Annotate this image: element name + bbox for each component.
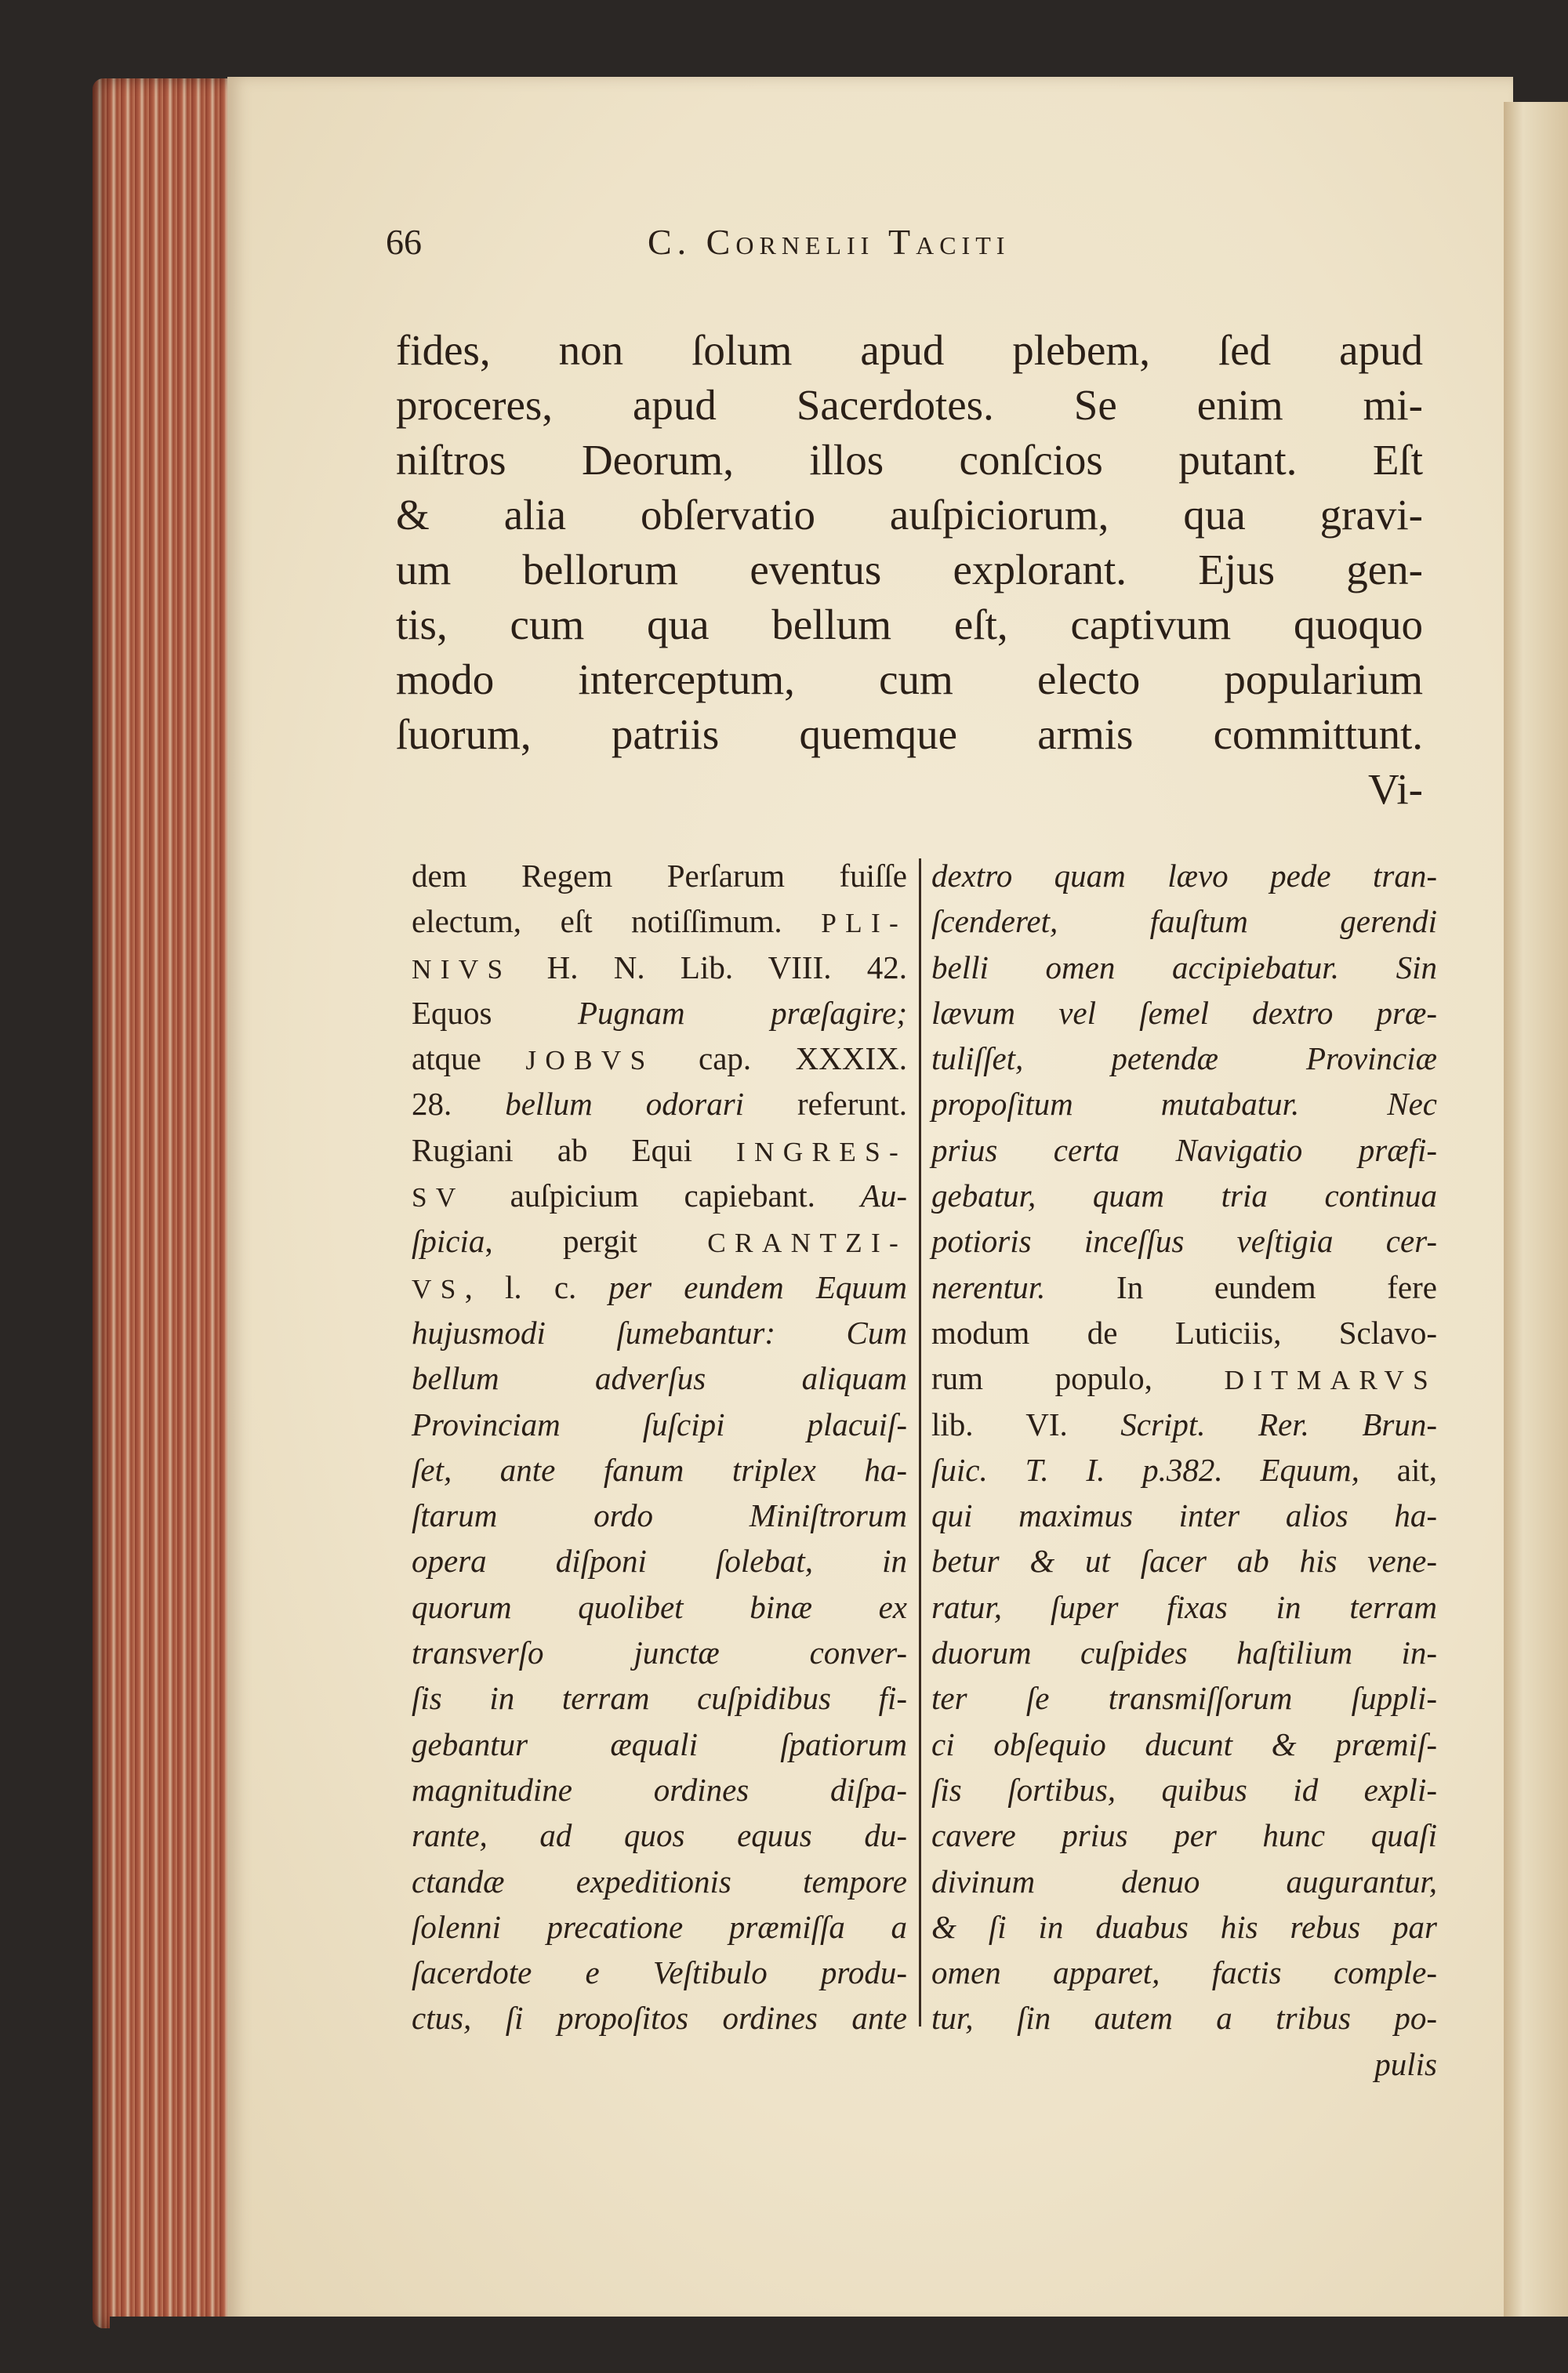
footnote-line — [931, 1538, 1437, 1584]
facing-page-edge — [1504, 102, 1568, 2328]
roman-text: rum populo, — [931, 1360, 1225, 1397]
text-line: Vi- — [1367, 765, 1423, 813]
italic-text: Script. Rer. Brun- — [1120, 1406, 1437, 1442]
footnote-line — [931, 1767, 1437, 1812]
roman-text: , pergit — [485, 1223, 708, 1260]
footnote-line — [412, 898, 907, 944]
footnote-line — [412, 1904, 907, 1950]
footnote-line — [931, 1127, 1437, 1173]
footnote-line — [412, 1493, 907, 1538]
background — [110, 2317, 1568, 2373]
italic-text: gebatur, quam tria continua — [931, 1177, 1437, 1214]
footnote-line — [931, 1402, 1437, 1447]
italic-text: Au- — [860, 1177, 907, 1214]
column-divider — [919, 858, 921, 2026]
italic-text: Provinciam ſuſcipi placuiſ- — [412, 1406, 907, 1442]
roman-text: dem Regem Perſarum fuiſſe — [412, 858, 907, 894]
footnote-line — [931, 1950, 1437, 1995]
small-caps-name: INGRES- — [735, 1136, 907, 1167]
italic-text: rante, ad quos equus du- — [412, 1817, 907, 1854]
footnote-line — [412, 1722, 907, 1767]
italic-text: tur, ſin autem a tribus po- — [931, 2000, 1437, 2037]
roman-text: Rugiani ab Equi — [412, 1131, 736, 1168]
roman-text: In eundem fere — [1045, 1268, 1437, 1305]
italic-text: bellum odorari — [505, 1086, 745, 1123]
page-edges — [93, 78, 234, 2328]
footnote-line — [412, 1081, 907, 1127]
italic-text: & ſi in duabus his rebus par — [931, 1908, 1437, 1945]
italic-text: lævum vel ſemel dextro præ- — [931, 994, 1437, 1031]
italic-text: magnitudine ordines diſpa- — [412, 1771, 907, 1808]
small-caps-name: NIVS — [412, 953, 512, 985]
text-line: fides, non ſolum apud plebem, ſed apud — [396, 326, 1423, 374]
footnote-line — [412, 1995, 907, 2041]
footnote-line — [931, 1036, 1437, 1081]
small-caps-name: CRANTZI- — [707, 1228, 907, 1259]
footnote-line — [931, 2041, 1437, 2087]
small-caps-name: SV — [412, 1182, 465, 1214]
italic-text: hujusmodi ſumebantur: Cum — [412, 1314, 907, 1351]
small-caps-name: JOBVS — [525, 1045, 655, 1076]
footnote-line — [412, 1310, 907, 1355]
italic-text: ratur, ſuper fixas in terram — [931, 1588, 1437, 1625]
italic-text: qui maximus inter alios ha- — [931, 1497, 1437, 1534]
footnote-line — [931, 1173, 1437, 1218]
footnote-line — [412, 853, 907, 898]
footnote-line — [931, 1630, 1437, 1675]
footnote-line — [931, 945, 1437, 990]
footnote-line — [931, 1995, 1437, 2041]
footnote-line — [931, 1493, 1437, 1538]
italic-text: prius certa Navigatio præfi- — [931, 1131, 1437, 1168]
italic-text: cavere prius per hunc quaſi — [931, 1817, 1437, 1854]
italic-text: divinum denuo augurantur, — [931, 1863, 1437, 1899]
roman-text: , l. c. — [464, 1268, 609, 1305]
italic-text: pulis — [1374, 2045, 1437, 2082]
italic-text: ci obſequio ducunt & præmiſ- — [931, 1725, 1437, 1762]
text-line: niſtros Deorum, illos conſcios putant. Eſt — [396, 436, 1423, 484]
italic-text: ſcenderet, fauſtum gerendi — [931, 903, 1437, 940]
text-line: proceres, apud Sacerdotes. Se enim mi- — [396, 381, 1423, 429]
footnote-line — [412, 1950, 907, 1995]
italic-text: ſuic. T. I. p.382. Equum, — [931, 1451, 1359, 1488]
footnote-line — [412, 1538, 907, 1584]
italic-text: betur & ut ſacer ab his vene- — [931, 1543, 1437, 1580]
footnote-line — [931, 1812, 1437, 1858]
footnote-line — [931, 1355, 1437, 1401]
roman-text: auſpicium capiebant. — [464, 1177, 861, 1214]
main-text — [396, 323, 1423, 817]
footnote-line — [412, 1584, 907, 1630]
footnote-line — [412, 1036, 907, 1081]
footnote-line — [412, 1812, 907, 1858]
roman-text: referunt. — [744, 1086, 907, 1123]
text-line: modo interceptum, cum electo popularium — [396, 655, 1423, 703]
text-line: um bellorum eventus explorant. Ejus gen- — [396, 546, 1423, 593]
footnote-line — [931, 1218, 1437, 1264]
italic-text: nerentur. — [931, 1268, 1046, 1305]
roman-text: atque — [412, 1040, 526, 1077]
footnote-column-right — [931, 853, 1437, 2087]
italic-text: ſet, ante fanum triplex ha- — [412, 1451, 907, 1488]
small-caps-name: VS — [412, 1273, 465, 1304]
roman-text: ait, — [1359, 1451, 1437, 1488]
italic-text: ter ſe transmiſſorum ſuppli- — [931, 1680, 1437, 1717]
italic-text: dextro quam lævo pede tran- — [931, 858, 1437, 894]
footnote-line — [412, 990, 907, 1036]
italic-text: belli omen accipiebatur. Sin — [931, 949, 1437, 985]
footnote-line — [412, 1355, 907, 1401]
footnote-line — [931, 1265, 1437, 1310]
italic-text: Pugnam præſagire; — [577, 994, 907, 1031]
italic-text: transverſo junctæ conver- — [412, 1635, 907, 1671]
italic-text: per eundem Equum — [608, 1268, 907, 1305]
running-title: C. Cornelii Taciti — [648, 222, 1011, 262]
footnote-line — [412, 1173, 907, 1218]
italic-text: ſis in terram cuſpidibus fi- — [412, 1680, 907, 1717]
text-line: tis, cum qua bellum eſt, captivum quoquo — [396, 601, 1423, 648]
italic-text: ſacerdote e Veſtibulo produ- — [412, 1954, 907, 1991]
roman-text: cap. XXXIX. — [654, 1040, 907, 1077]
italic-text: propoſitum mutabatur. Nec — [931, 1086, 1437, 1123]
small-caps-name: DITMARVS — [1224, 1365, 1437, 1396]
roman-text: modum de Luticiis, Sclavo- — [931, 1314, 1437, 1351]
footnote-line — [412, 1265, 907, 1310]
italic-text: ctandæ expeditionis tempore — [412, 1863, 907, 1899]
footnote-line — [931, 1310, 1437, 1355]
roman-text: H. N. Lib. VIII. 42. — [511, 949, 907, 985]
text-line: & alia obſervatio auſpiciorum, qua gravi- — [396, 491, 1423, 539]
small-caps-name: PLI- — [821, 908, 907, 939]
italic-text: ctus, ſi propoſitos ordines ante — [412, 2000, 907, 2037]
italic-text: opera diſponi ſolebat, in — [412, 1543, 907, 1580]
footnote-line — [412, 1630, 907, 1675]
footnote-line — [931, 1859, 1437, 1904]
footnote-line — [931, 990, 1437, 1036]
page-number: 66 — [386, 222, 422, 262]
footnote-line — [412, 1859, 907, 1904]
italic-text: potioris inceſſus veſtigia cer- — [931, 1223, 1437, 1260]
footnote-line — [931, 1584, 1437, 1630]
footnote-line — [412, 1447, 907, 1493]
roman-text: electum, eſt notiſſimum. — [412, 903, 822, 940]
footnote-line — [931, 898, 1437, 944]
italic-text: gebantur æquali ſpatiorum — [412, 1725, 907, 1762]
footnote-line — [931, 1904, 1437, 1950]
footnote-line — [412, 1127, 907, 1173]
italic-text: tuliſſet, petendæ Provinciæ — [931, 1040, 1437, 1077]
footnote-line — [412, 1402, 907, 1447]
text-line: ſuorum, patriis quemque armis committunt. — [396, 710, 1423, 758]
footnote-line — [931, 1447, 1437, 1493]
roman-text: lib. VI. — [931, 1406, 1121, 1442]
italic-text: bellum adverſus aliquam — [412, 1360, 907, 1397]
italic-text: ſolenni precatione præmiſſa a — [412, 1908, 907, 1945]
footnote-line — [412, 1218, 907, 1264]
italic-text: ſtarum ordo Miniſtrorum — [412, 1497, 907, 1534]
footnote-line — [931, 1675, 1437, 1721]
italic-text: duorum cuſpides haſtilium in- — [931, 1635, 1437, 1671]
roman-text: Equos — [412, 994, 578, 1031]
footnote-line — [931, 1722, 1437, 1767]
footnote-line — [412, 945, 907, 990]
footnote-line — [412, 1767, 907, 1812]
italic-text: ſpicia — [412, 1223, 485, 1260]
footnote-column-left — [412, 853, 907, 2041]
italic-text: quorum quolibet binæ ex — [412, 1588, 907, 1625]
italic-text: omen apparet, factis comple- — [931, 1954, 1437, 1991]
italic-text: ſis ſortibus, quibus id expli- — [931, 1771, 1437, 1808]
roman-text: 28. — [412, 1086, 506, 1123]
footnote-line — [412, 1675, 907, 1721]
footnote-line — [931, 1081, 1437, 1127]
footnote-line — [931, 853, 1437, 898]
